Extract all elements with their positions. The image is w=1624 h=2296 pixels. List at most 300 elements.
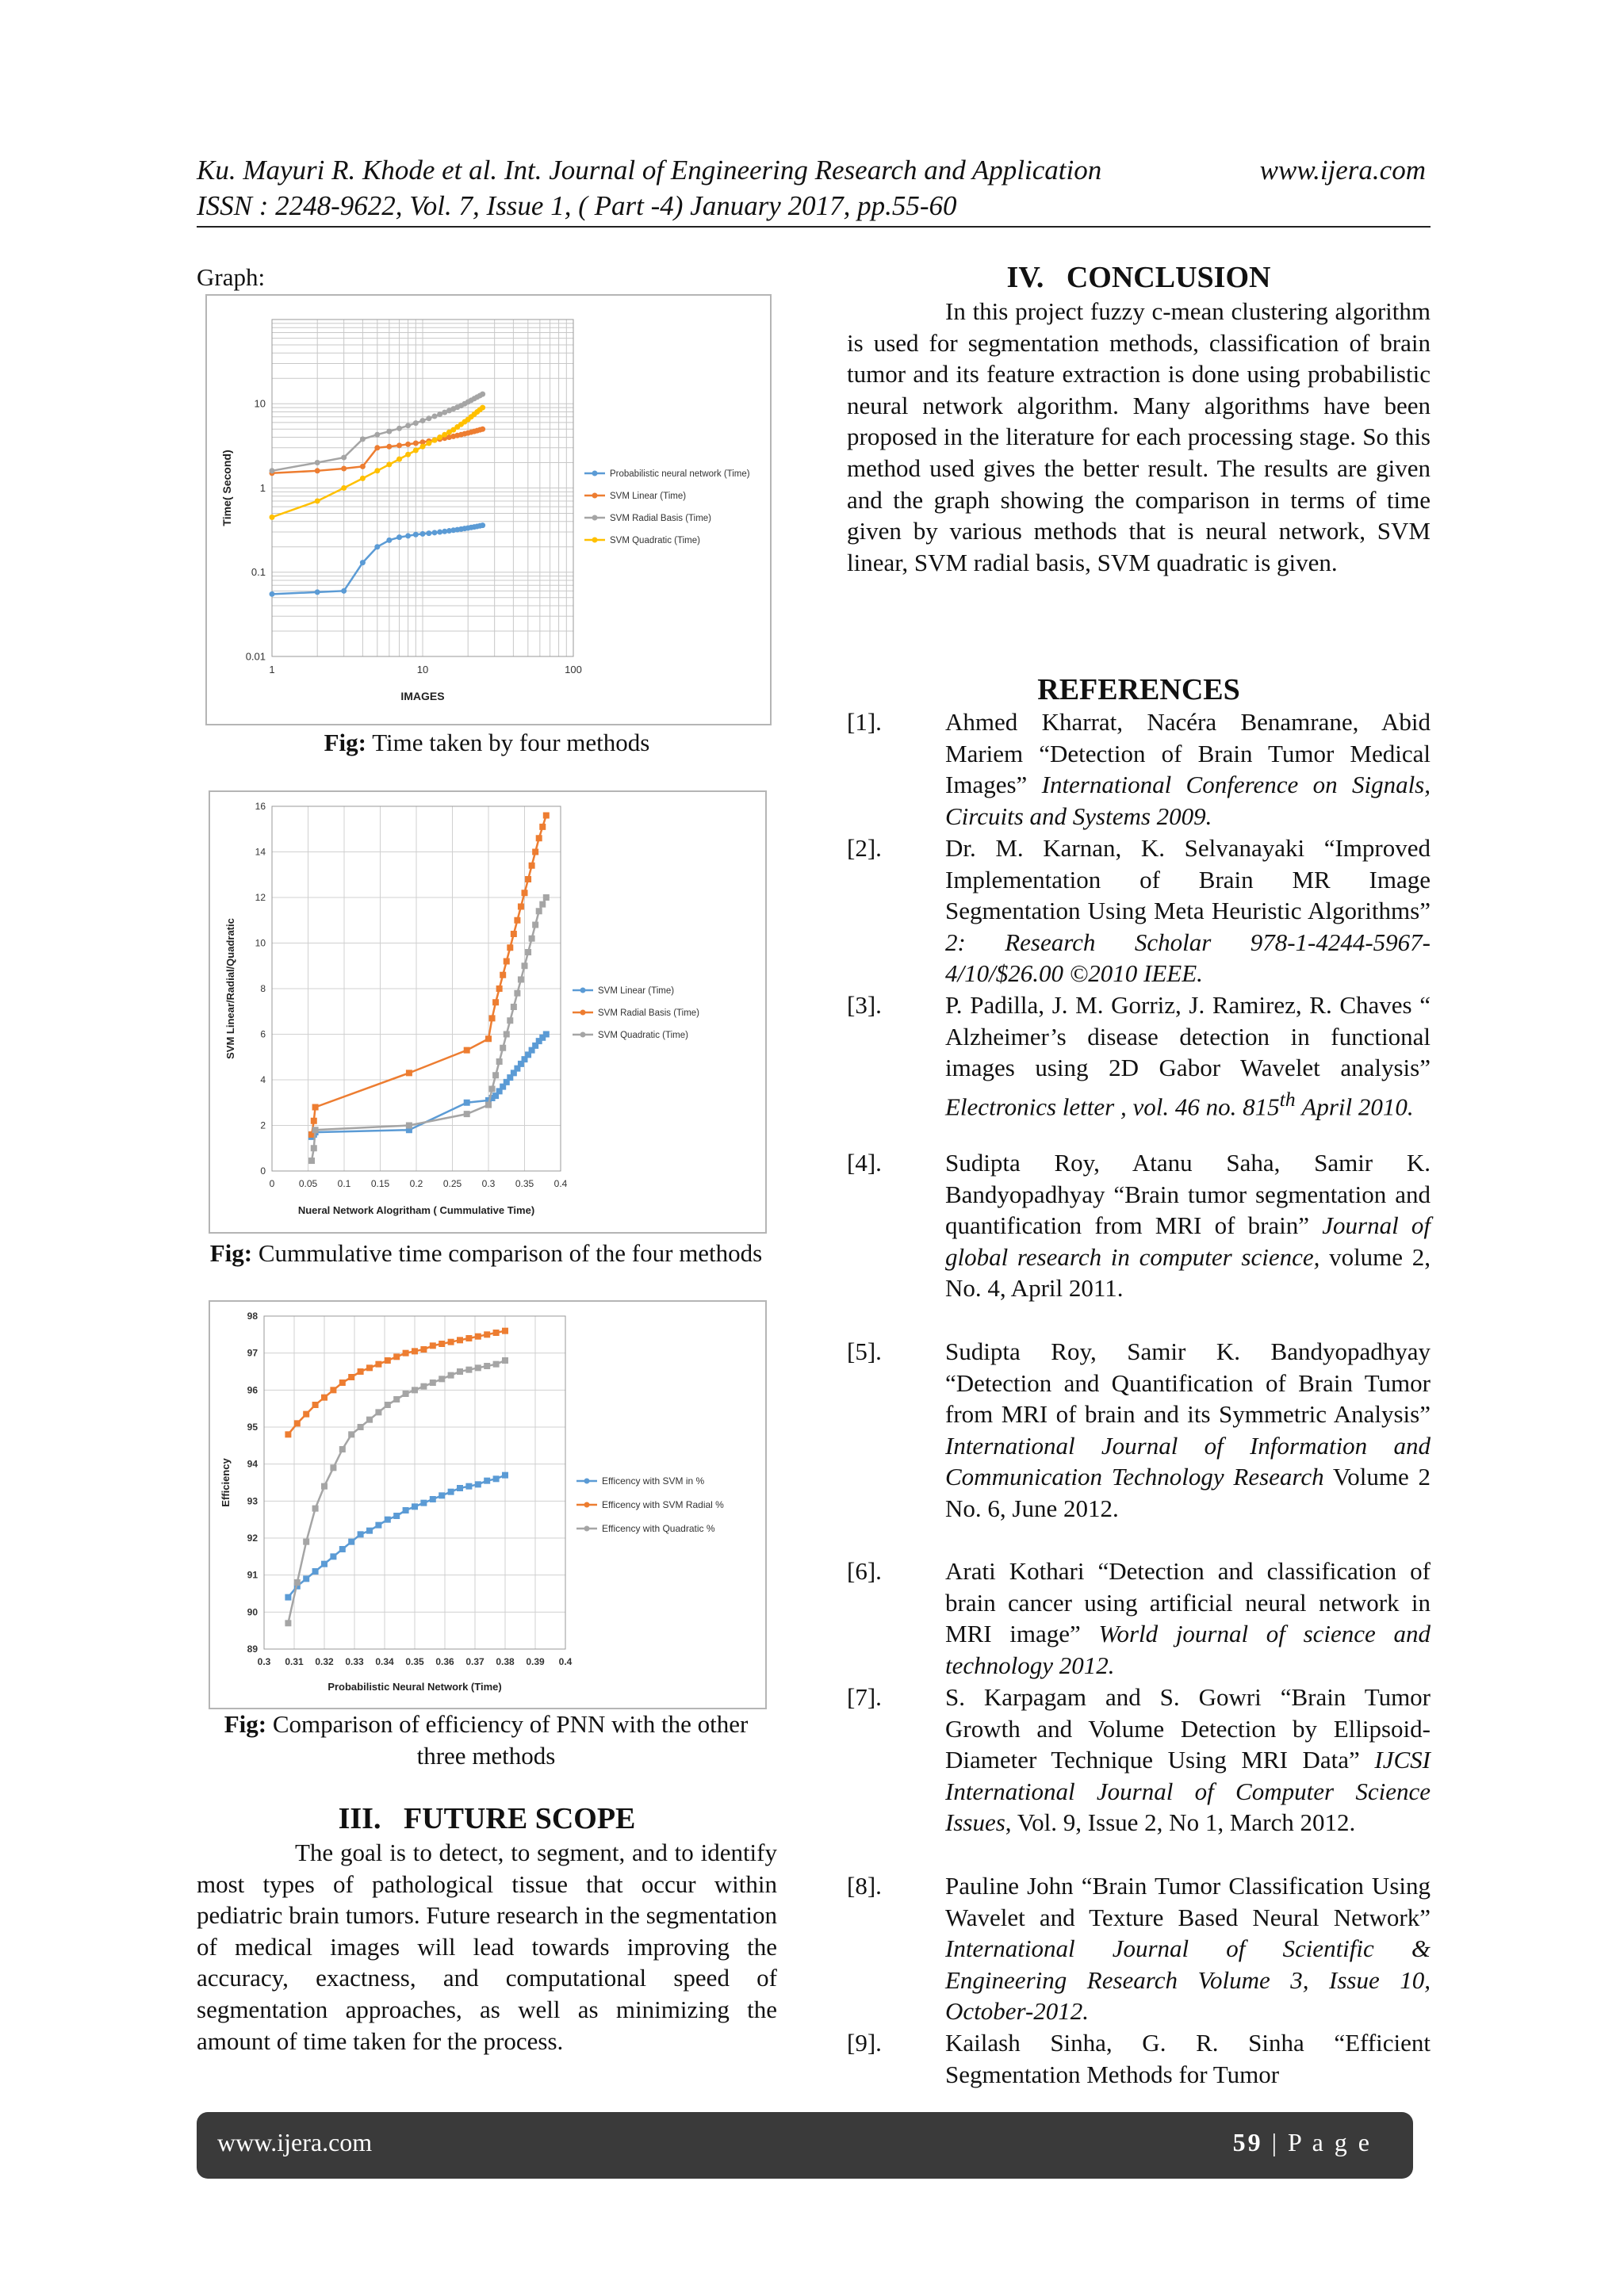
data-point xyxy=(374,432,380,438)
x-tick-label: 0.32 xyxy=(315,1656,334,1667)
data-point xyxy=(439,1492,445,1498)
legend-label: SVM Linear (Time) xyxy=(610,491,687,501)
data-point xyxy=(270,515,275,520)
reference-source: World journal of science and technology 2012. xyxy=(945,1620,1431,1679)
page-separator: | xyxy=(1262,2128,1288,2156)
data-point xyxy=(493,1475,500,1482)
data-point xyxy=(396,534,402,540)
data-point xyxy=(312,1104,319,1111)
y-tick-label: 93 xyxy=(247,1495,258,1507)
footer-site: www.ijera.com xyxy=(217,2128,373,2156)
y-tick-label: 16 xyxy=(255,801,266,812)
data-point xyxy=(311,1118,317,1124)
data-point xyxy=(315,468,320,473)
caption-text: Time taken by four methods xyxy=(372,729,650,756)
data-point xyxy=(529,936,535,942)
data-point xyxy=(430,1496,436,1502)
data-point xyxy=(536,835,542,841)
header-journal: Ku. Mayuri R. Khode et al. Int. Journal of Engineering Research and Application xyxy=(197,155,1102,186)
data-point xyxy=(321,1561,327,1567)
data-point xyxy=(448,1372,454,1379)
series-line xyxy=(288,1331,505,1435)
y-tick-label: 96 xyxy=(247,1384,258,1396)
x-tick-label: 0.25 xyxy=(442,1178,462,1189)
data-point xyxy=(507,1017,513,1024)
data-point xyxy=(308,1158,315,1164)
caption-text: Comparison of efficiency of PNN with the other three methods xyxy=(272,1710,749,1770)
data-point xyxy=(360,476,366,481)
data-point xyxy=(518,904,524,910)
x-tick-label: 0.38 xyxy=(496,1656,515,1667)
x-tick-label: 1 xyxy=(269,664,275,675)
figure-3-efficiency-chart xyxy=(209,1300,767,1709)
data-point xyxy=(496,985,503,992)
data-point xyxy=(386,429,392,434)
legend-marker xyxy=(580,1010,586,1016)
y-tick-label: 4 xyxy=(260,1074,266,1085)
legend-label: SVM Linear (Time) xyxy=(598,985,675,996)
reference-source: Journal of global research in computer science, xyxy=(945,1211,1431,1271)
y-tick-label: 92 xyxy=(247,1533,258,1544)
page-footer xyxy=(197,2112,1413,2179)
figure-1-caption xyxy=(205,727,768,759)
data-point xyxy=(413,441,419,446)
data-point xyxy=(270,591,275,597)
data-point xyxy=(480,405,485,411)
data-point xyxy=(312,1402,319,1408)
data-point xyxy=(339,1546,346,1552)
x-tick-label: 0.4 xyxy=(558,1656,573,1667)
data-point xyxy=(465,1483,472,1490)
data-point xyxy=(341,485,347,491)
data-point xyxy=(341,588,347,594)
x-tick-label: 0.4 xyxy=(553,1178,568,1189)
data-point xyxy=(396,426,402,431)
data-point xyxy=(405,423,411,428)
y-tick-label: 89 xyxy=(247,1644,258,1655)
data-point xyxy=(484,1363,490,1369)
reference-text: Kailash Sinha, G. R. Sinha “Efficient Segmentation Methods for Tumor xyxy=(945,2029,1431,2088)
y-axis-title: Efficiency xyxy=(220,1458,232,1507)
data-point xyxy=(315,498,320,503)
data-point xyxy=(358,1424,364,1430)
data-point xyxy=(464,1100,470,1106)
reference-tail: Volume 2 No. 6, June 2012. xyxy=(945,1463,1431,1522)
data-point xyxy=(543,813,550,819)
data-point xyxy=(543,894,550,901)
data-point xyxy=(315,589,320,595)
x-tick-label: 0.35 xyxy=(405,1656,424,1667)
data-point xyxy=(480,522,485,528)
legend-label: SVM Radial Basis (Time) xyxy=(610,513,712,523)
data-point xyxy=(405,442,411,447)
reference-tail: volume 2, No. 4, April 2011. xyxy=(945,1242,1431,1303)
reference-text: Ahmed Kharrat, Nacéra Benamrane, Abid Mariem “Detection of Brain Tumor Medical Images” xyxy=(945,708,1431,799)
footer-page-number xyxy=(1233,2128,1372,2157)
data-point xyxy=(341,466,347,472)
x-tick-label: 0 xyxy=(269,1178,275,1189)
data-point xyxy=(484,1331,490,1337)
data-point xyxy=(465,1335,472,1341)
data-point xyxy=(432,414,438,419)
data-point xyxy=(303,1575,309,1582)
data-point xyxy=(311,1145,317,1151)
data-point xyxy=(475,1334,481,1340)
legend-marker xyxy=(592,471,598,476)
legend-label: Efficency with SVM in % xyxy=(602,1475,705,1487)
reference-number: [3]. xyxy=(847,991,882,1019)
data-point xyxy=(493,1361,500,1368)
y-tick-label: 97 xyxy=(247,1347,258,1359)
figure-2-caption xyxy=(209,1238,764,1269)
data-point xyxy=(285,1620,291,1626)
data-point xyxy=(492,1072,499,1078)
data-point xyxy=(420,444,426,450)
y-tick-label: 94 xyxy=(247,1458,258,1470)
future-scope-heading: III. FUTURE SCOPE xyxy=(338,1802,636,1835)
graph-label: Graph: xyxy=(197,263,266,291)
reference-number: [9]. xyxy=(847,2029,882,2057)
conclusion-heading: IV. CONCLUSION xyxy=(1006,261,1271,294)
x-tick-label: 0.2 xyxy=(409,1178,423,1189)
data-point xyxy=(366,1364,373,1371)
data-point xyxy=(360,436,366,442)
data-point xyxy=(366,1528,373,1534)
data-point xyxy=(504,959,510,965)
y-tick-label: 10 xyxy=(254,397,266,410)
data-point xyxy=(393,1353,400,1360)
data-point xyxy=(412,1348,418,1354)
data-point xyxy=(393,1396,400,1402)
reference-number: [1]. xyxy=(847,708,882,736)
legend-label: SVM Quadratic (Time) xyxy=(610,535,700,545)
x-tick-label: 0.3 xyxy=(257,1656,271,1667)
figure-2-cumulative-chart xyxy=(209,790,767,1234)
y-tick-label: 0 xyxy=(260,1165,266,1177)
chart-3-svg xyxy=(210,1302,765,1708)
data-point xyxy=(475,1364,481,1371)
reference-source: International Journal of Information and Communication Technology Research xyxy=(945,1431,1431,1491)
data-point xyxy=(514,917,520,924)
data-point xyxy=(294,1579,301,1586)
data-point xyxy=(413,447,419,453)
reference-source: International Conference on Signals, Circuits and Systems 2009. xyxy=(945,771,1431,830)
data-point xyxy=(393,1513,400,1519)
data-point xyxy=(321,1483,327,1490)
data-point xyxy=(500,972,506,978)
data-point xyxy=(348,1539,354,1545)
reference-text: Dr. M. Karnan, K. Selvanayaki “Improved Implementation of Brain MR Image Segmentation Using Meta Heuristic Algorithms” xyxy=(945,834,1431,925)
data-point xyxy=(312,1568,319,1575)
data-point xyxy=(375,1361,381,1368)
reference-number: [6]. xyxy=(847,1557,882,1585)
data-point xyxy=(489,1086,496,1093)
x-tick-label: 0.36 xyxy=(435,1656,454,1667)
data-point xyxy=(420,1383,427,1390)
data-point xyxy=(406,1070,412,1076)
y-tick-label: 10 xyxy=(255,937,266,949)
header-rule xyxy=(197,226,1431,228)
x-tick-label: 0.15 xyxy=(370,1178,390,1189)
x-tick-label: 0.34 xyxy=(375,1656,394,1667)
reference-number: [2]. xyxy=(847,834,882,862)
x-axis-title: Probabilistic Neural Network (Time) xyxy=(327,1681,502,1693)
x-tick-label: 10 xyxy=(416,664,429,675)
reference-text: Sudipta Roy, Atanu Saha, Samir K. Bandyopadhyay “Brain tumor segmentation and quantification from MRI of brain” xyxy=(945,1149,1431,1240)
data-point xyxy=(321,1395,327,1401)
data-point xyxy=(514,990,520,997)
data-point xyxy=(396,457,402,462)
legend-marker xyxy=(592,493,598,499)
legend-marker xyxy=(592,515,598,521)
data-point xyxy=(502,1472,508,1479)
data-point xyxy=(385,1402,391,1408)
data-point xyxy=(312,1127,319,1133)
y-axis-title: SVM Linear/Radial/Quadratic xyxy=(224,918,236,1059)
data-point xyxy=(339,1380,346,1386)
figure-1-time-chart xyxy=(205,294,772,725)
data-point xyxy=(532,922,538,928)
legend-marker xyxy=(584,1502,590,1508)
legend-label: SVM Quadratic (Time) xyxy=(598,1030,688,1040)
data-point xyxy=(420,1500,427,1506)
data-point xyxy=(437,411,442,417)
data-point xyxy=(439,1376,445,1382)
reference-source: IJCSI International Journal of Computer Science Issues xyxy=(945,1746,1431,1837)
reference-source: Electronics letter , vol. 46 no. 815 xyxy=(945,1093,1280,1121)
data-point xyxy=(457,1485,463,1491)
page-word: P a g e xyxy=(1287,2128,1372,2156)
data-point xyxy=(432,530,438,535)
legend-label: SVM Radial Basis (Time) xyxy=(598,1008,700,1018)
x-tick-label: 0.39 xyxy=(526,1656,545,1667)
legend-marker xyxy=(580,1032,586,1038)
data-point xyxy=(465,1367,472,1373)
data-point xyxy=(403,1350,409,1357)
data-point xyxy=(502,1357,508,1364)
y-tick-label: 1 xyxy=(259,481,266,494)
reference-superscript: th xyxy=(1279,1087,1296,1111)
header-site: www.ijera.com xyxy=(1259,155,1426,186)
data-point xyxy=(348,1374,354,1380)
reference-source: 2: Research Scholar 978-1-4244-5967-4/10/$26.00 ©2010 IEEE. xyxy=(945,928,1431,988)
data-point xyxy=(315,460,320,465)
y-tick-label: 8 xyxy=(260,983,266,994)
reference-text: P. Padilla, J. M. Gorriz, J. Ramirez, R. Chaves “ Alzheimer’s disease detection in functional images using 2D Gabor Wavelet analysis” xyxy=(945,991,1431,1082)
data-point xyxy=(413,420,419,426)
data-point xyxy=(525,876,531,882)
data-point xyxy=(285,1594,291,1601)
data-point xyxy=(536,908,542,914)
data-point xyxy=(405,533,411,538)
caption-prefix: Fig: xyxy=(224,1710,267,1738)
data-point xyxy=(303,1539,309,1545)
caption-text: Cummulative time comparison of the four methods xyxy=(258,1239,763,1267)
header-issn: ISSN : 2248-9622, Vol. 7, Issue 1, ( Part -4) January 2017, pp.55-60 xyxy=(197,190,957,221)
data-point xyxy=(492,999,499,1005)
data-point xyxy=(448,1339,454,1345)
legend-marker xyxy=(584,1479,590,1484)
data-point xyxy=(539,901,546,908)
figure-3-caption xyxy=(209,1709,764,1772)
data-point xyxy=(504,1031,510,1038)
data-point xyxy=(507,944,513,951)
x-tick-label: 0.35 xyxy=(515,1178,534,1189)
data-point xyxy=(360,560,366,565)
legend-marker xyxy=(592,538,598,543)
data-point xyxy=(437,530,442,535)
data-point xyxy=(522,890,528,896)
y-tick-label: 6 xyxy=(260,1028,266,1040)
y-tick-label: 14 xyxy=(255,846,266,858)
reference-tail: , Vol. 9, Issue 2, No 1, March 2012. xyxy=(1005,1808,1356,1837)
data-point xyxy=(448,1489,454,1495)
x-axis-title: IMAGES xyxy=(400,690,445,702)
data-point xyxy=(374,445,380,450)
data-point xyxy=(457,1337,463,1343)
x-axis-title: Nueral Network Alogritham ( Cummulative Time) xyxy=(297,1204,535,1216)
data-point xyxy=(412,1503,418,1510)
y-tick-label: 2 xyxy=(260,1119,266,1131)
running-header xyxy=(197,152,1431,224)
data-point xyxy=(412,1387,418,1393)
data-point xyxy=(358,1531,364,1537)
legend-label: Efficency with Quadratic % xyxy=(602,1523,715,1534)
data-point xyxy=(375,1522,381,1529)
reference-date: April 2010. xyxy=(1301,1093,1414,1121)
data-point xyxy=(426,530,431,536)
data-point xyxy=(358,1368,364,1375)
x-tick-label: 0.31 xyxy=(285,1656,304,1667)
data-point xyxy=(366,1417,373,1423)
data-point xyxy=(493,1330,500,1336)
data-point xyxy=(489,1015,496,1021)
data-point xyxy=(303,1411,309,1418)
x-tick-label: 0.1 xyxy=(337,1178,351,1189)
y-tick-label: 91 xyxy=(247,1569,258,1581)
data-point xyxy=(285,1431,291,1437)
series-line xyxy=(312,816,546,1135)
reference-text: Arati Kothari “Detection and classification of brain cancer using artificial neural network in MRI image” xyxy=(945,1557,1431,1648)
data-point xyxy=(480,392,485,397)
data-point xyxy=(426,441,431,446)
x-tick-label: 0.33 xyxy=(345,1656,364,1667)
y-tick-label: 0.1 xyxy=(251,566,266,579)
reference-text: Sudipta Roy, Samir K. Bandyopadhyay “Detection and Quantification of Brain Tumor from MRI of brain and its Symmetric Analysis” xyxy=(945,1337,1431,1429)
x-tick-label: 0.37 xyxy=(465,1656,485,1667)
x-tick-label: 100 xyxy=(565,664,582,675)
data-point xyxy=(403,1507,409,1513)
data-point xyxy=(405,452,411,457)
y-tick-label: 90 xyxy=(247,1606,258,1618)
data-point xyxy=(420,531,426,537)
data-point xyxy=(529,863,535,869)
data-point xyxy=(484,1478,490,1484)
data-point xyxy=(374,468,380,473)
data-point xyxy=(386,461,392,467)
reference-number: [5]. xyxy=(847,1337,882,1365)
caption-prefix: Fig: xyxy=(209,1239,253,1267)
data-point xyxy=(430,1380,436,1386)
data-point xyxy=(294,1420,301,1426)
data-point xyxy=(420,1346,427,1353)
data-point xyxy=(511,931,517,937)
data-point xyxy=(439,1341,445,1347)
data-point xyxy=(437,434,442,440)
data-point xyxy=(330,1553,336,1559)
data-point xyxy=(339,1446,346,1452)
chart-1-svg xyxy=(207,296,770,724)
data-point xyxy=(341,455,347,461)
y-tick-label: 12 xyxy=(255,892,266,903)
data-point xyxy=(485,1035,492,1042)
data-point xyxy=(480,427,485,432)
data-point xyxy=(360,464,366,469)
data-point xyxy=(330,1387,336,1393)
reference-number: [7]. xyxy=(847,1683,882,1711)
data-point xyxy=(374,544,380,549)
reference-text: Pauline John “Brain Tumor Classification Using Wavelet and Texture Based Neural Network” xyxy=(945,1872,1431,1931)
data-point xyxy=(312,1506,319,1512)
references-heading: REFERENCES xyxy=(1037,673,1240,706)
data-point xyxy=(375,1409,381,1415)
data-point xyxy=(385,1517,391,1523)
data-point xyxy=(518,977,524,983)
data-point xyxy=(502,1328,508,1334)
data-point xyxy=(496,1058,503,1065)
x-tick-label: 0.05 xyxy=(298,1178,318,1189)
data-point xyxy=(464,1047,470,1054)
data-point xyxy=(413,532,419,538)
data-point xyxy=(432,438,438,443)
legend-label: Efficency with SVM Radial % xyxy=(602,1499,724,1510)
data-point xyxy=(426,415,431,421)
data-point xyxy=(532,849,538,855)
data-point xyxy=(396,442,402,448)
data-point xyxy=(406,1123,412,1129)
y-axis-title: Time( Second) xyxy=(220,450,233,526)
data-point xyxy=(270,468,275,473)
legend-label: Probabilistic neural network (Time) xyxy=(610,469,750,479)
data-point xyxy=(475,1481,481,1487)
data-point xyxy=(457,1368,463,1375)
chart-2-svg xyxy=(210,792,765,1232)
data-point xyxy=(464,1111,470,1117)
data-point xyxy=(386,444,392,450)
conclusion-paragraph: In this project fuzzy c-mean clustering algorithm is used for segmentation methods, classification of brain tumor and its feature extraction is done using probabilistic neural network algorithm. Many algorithms have been proposed in the literature for each processing stage. So this method used gives the better result. The results are given and the graph showing the comparison in terms of time given by various methods that is neural network, SVM linear, SVM radial basis, SVM quadratic is given. xyxy=(847,297,1431,576)
data-point xyxy=(485,1102,492,1108)
reference-number: [4]. xyxy=(847,1149,882,1177)
data-point xyxy=(348,1431,354,1437)
data-point xyxy=(403,1391,409,1397)
page-number: 59 xyxy=(1232,2128,1263,2156)
caption-prefix: Fig: xyxy=(324,729,366,756)
data-point xyxy=(539,824,546,830)
reference-number: [8]. xyxy=(847,1872,882,1900)
data-point xyxy=(525,949,531,955)
data-point xyxy=(385,1357,391,1364)
y-tick-label: 98 xyxy=(247,1311,258,1322)
data-point xyxy=(522,962,528,969)
y-tick-label: 95 xyxy=(247,1422,258,1433)
future-scope-paragraph: The goal is to detect, to segment, and to identify most types of pathological tissue that occur within pediatric brain tumors. Future research in the segmentation of medical images will lead towards improving the accuracy, exactness, and computational speed of segmentation approaches, as well as minimizing the amount of time taken for the process. xyxy=(197,1839,777,2055)
data-point xyxy=(330,1464,336,1471)
x-tick-label: 0.3 xyxy=(481,1178,496,1189)
data-point xyxy=(543,1031,550,1038)
data-point xyxy=(430,1342,436,1349)
reference-source: International Journal of Scientific & Engineering Research Volume 3, Issue 10, October-2012. xyxy=(945,1934,1431,2026)
data-point xyxy=(420,418,426,423)
